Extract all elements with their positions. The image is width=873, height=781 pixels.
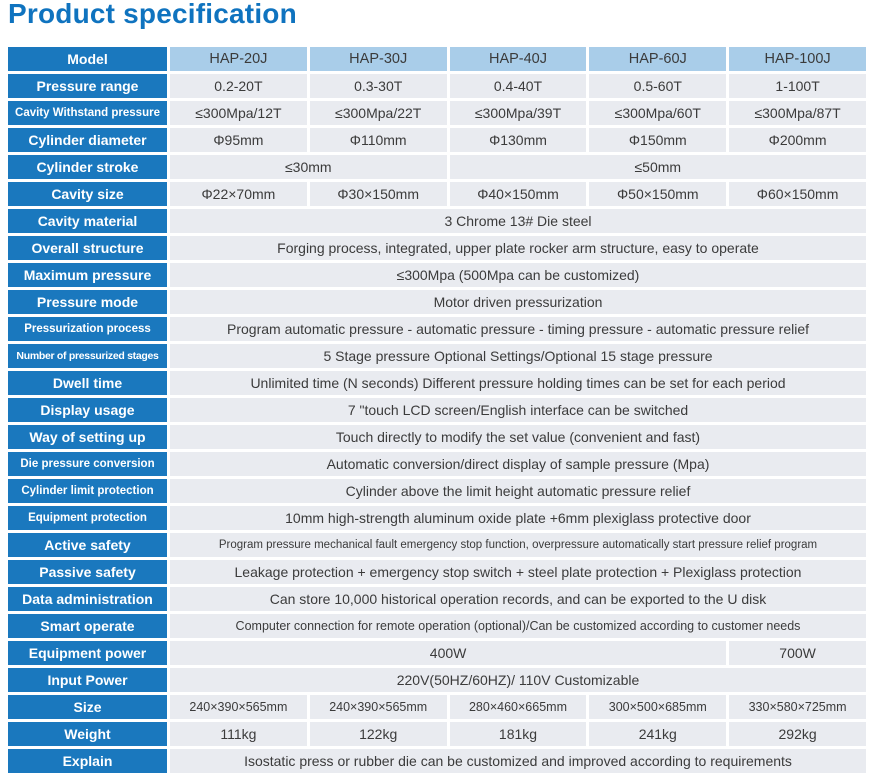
value-cell: Can store 10,000 historical operation records, and can be exported to the U disk (170, 587, 866, 611)
value-cell: 400W (170, 641, 726, 665)
row-label: Display usage (8, 398, 167, 422)
value-cell: Φ200mm (729, 128, 866, 152)
value-cell: 700W (729, 641, 866, 665)
model-header-cell: HAP-40J (450, 47, 587, 71)
row-label: Explain (8, 749, 167, 773)
value-cell: 0.2-20T (170, 74, 307, 98)
value-cell: ≤300Mpa/12T (170, 101, 307, 125)
value-cell: 330×580×725mm (729, 695, 866, 719)
value-cell: Forging process, integrated, upper plate rocker arm structure, easy to operate (170, 236, 866, 260)
row-label: Cavity material (8, 209, 167, 233)
value-cell: 7 "touch LCD screen/English interface can be switched (170, 398, 866, 422)
value-cell: Program automatic pressure - automatic pressure - timing pressure - automatic pressure relief (170, 317, 866, 341)
value-cell: ≤300Mpa/87T (729, 101, 866, 125)
row-label: Maximum pressure (8, 263, 167, 287)
row-label: Active safety (8, 533, 167, 557)
row-label: Cylinder limit protection (8, 479, 167, 503)
value-cell: Φ150mm (589, 128, 726, 152)
value-cell: 280×460×665mm (450, 695, 587, 719)
value-cell: 0.4-40T (450, 74, 587, 98)
row-label: Cavity Withstand pressure (8, 101, 167, 125)
value-cell: ≤300Mpa (500Mpa can be customized) (170, 263, 866, 287)
value-cell: 10mm high-strength aluminum oxide plate +6mm plexiglass protective door (170, 506, 866, 530)
row-label: Pressure range (8, 74, 167, 98)
row-label: Size (8, 695, 167, 719)
value-cell: 111kg (170, 722, 307, 746)
value-cell: Φ110mm (310, 128, 447, 152)
value-cell: Program pressure mechanical fault emergency stop function, overpressure automatically start pressure relief program (170, 533, 866, 557)
value-cell: 0.3-30T (310, 74, 447, 98)
value-cell: Φ40×150mm (450, 182, 587, 206)
row-label: Input Power (8, 668, 167, 692)
value-cell: Isostatic press or rubber die can be customized and improved according to requirements (170, 749, 866, 773)
value-cell: Φ22×70mm (170, 182, 307, 206)
row-label: Way of setting up (8, 425, 167, 449)
value-cell: 181kg (450, 722, 587, 746)
value-cell: Φ60×150mm (729, 182, 866, 206)
value-cell: Leakage protection + emergency stop switch + steel plate protection + Plexiglass protection (170, 560, 866, 584)
value-cell: Cylinder above the limit height automatic pressure relief (170, 479, 866, 503)
row-label: Number of pressurized stages (8, 344, 167, 368)
value-cell: ≤300Mpa/60T (589, 101, 726, 125)
row-label: Cavity size (8, 182, 167, 206)
row-label: Pressurization process (8, 317, 167, 341)
spec-table (8, 47, 866, 773)
row-label: Die pressure conversion (8, 452, 167, 476)
row-label: Pressure mode (8, 290, 167, 314)
row-label: Equipment protection (8, 506, 167, 530)
model-header-cell: HAP-20J (170, 47, 307, 71)
value-cell: 220V(50HZ/60HZ)/ 110V Customizable (170, 668, 866, 692)
row-label: Passive safety (8, 560, 167, 584)
value-cell: Touch directly to modify the set value (convenient and fast) (170, 425, 866, 449)
model-header-cell: HAP-60J (589, 47, 726, 71)
value-cell: 1-100T (729, 74, 866, 98)
row-label: Weight (8, 722, 167, 746)
row-label: Cylinder diameter (8, 128, 167, 152)
value-cell: 300×500×685mm (589, 695, 726, 719)
value-cell: ≤30mm (170, 155, 447, 179)
value-cell: ≤50mm (450, 155, 866, 179)
row-label: Cylinder stroke (8, 155, 167, 179)
row-label: Data administration (8, 587, 167, 611)
value-cell: 292kg (729, 722, 866, 746)
page-title: Product specification (8, 0, 297, 29)
value-cell: 0.5-60T (589, 74, 726, 98)
row-label: Equipment power (8, 641, 167, 665)
value-cell: Φ130mm (450, 128, 587, 152)
value-cell: ≤300Mpa/22T (310, 101, 447, 125)
value-cell: 5 Stage pressure Optional Settings/Optional 15 stage pressure (170, 344, 866, 368)
value-cell: Automatic conversion/direct display of sample pressure (Mpa) (170, 452, 866, 476)
value-cell: Computer connection for remote operation (optional)/Can be customized according to customer needs (170, 614, 866, 638)
value-cell: 241kg (589, 722, 726, 746)
row-label: Smart operate (8, 614, 167, 638)
value-cell: 240×390×565mm (170, 695, 307, 719)
row-label: Model (8, 47, 167, 71)
value-cell: Φ95mm (170, 128, 307, 152)
value-cell: Φ50×150mm (589, 182, 726, 206)
row-label: Dwell time (8, 371, 167, 395)
value-cell: 3 Chrome 13# Die steel (170, 209, 866, 233)
value-cell: Φ30×150mm (310, 182, 447, 206)
value-cell: ≤300Mpa/39T (450, 101, 587, 125)
row-label: Overall structure (8, 236, 167, 260)
value-cell: 240×390×565mm (310, 695, 447, 719)
model-header-cell: HAP-100J (729, 47, 866, 71)
model-header-cell: HAP-30J (310, 47, 447, 71)
value-cell: Motor driven pressurization (170, 290, 866, 314)
value-cell: 122kg (310, 722, 447, 746)
value-cell: Unlimited time (N seconds) Different pressure holding times can be set for each period (170, 371, 866, 395)
